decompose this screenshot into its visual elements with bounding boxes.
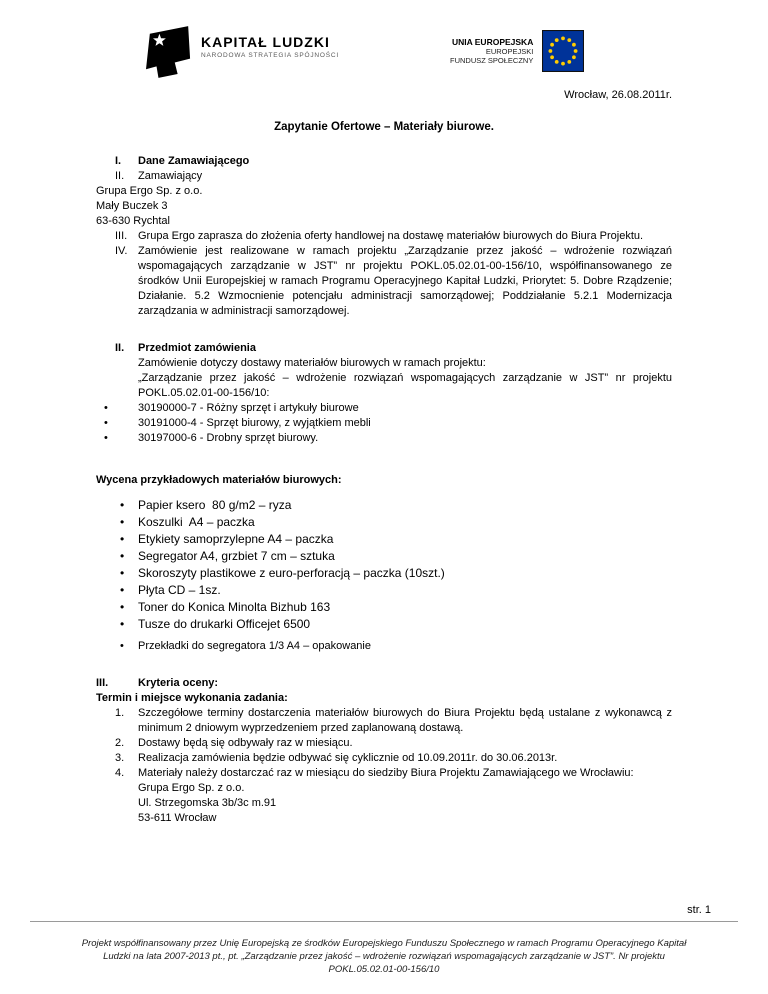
pricing-list	[96, 497, 672, 655]
pricing-item: • Przekładki do segregatora 1/3 A4 – opakowanie	[96, 638, 672, 655]
list-numeral: 3.	[115, 752, 125, 764]
buyer-city: 63-630 Rychtal	[96, 215, 170, 227]
kapital-ludzki-title: KAPITAŁ LUDZKI	[201, 34, 330, 50]
list-item	[115, 229, 672, 244]
list-item-text: Zamówienie jest realizowane w ramach projektu „Zarządzanie przez jakość – wdrożenie rozwiązań wspomagających zarządzanie w JST” nr projektu POKL.05.02.01-00-156/10, współfinansowanego ze środków Unii Europejskiej w ramach Programu Operacyjnego Kapitał Ludzki, Priorytet: 5. Dobre Rządzenie; Działanie. 5.2 Wzmocnienie potencjału administracji samorządowej; Poddziałanie 5.2.1 Modernizacja zarządzania w administracji samorządowej.	[138, 245, 672, 317]
list-item-text: Zamawiający	[138, 170, 203, 182]
section-i-heading-text: Dane Zamawiającego	[138, 155, 250, 167]
list-item	[115, 736, 672, 751]
section-ii-heading-text: Przedmiot zamówienia	[138, 342, 256, 354]
pricing-item: • Płyta CD – 1sz.	[96, 582, 672, 599]
pricing-item: • Segregator A4, grzbiet 7 cm – sztuka	[96, 548, 672, 565]
cpv-item: • 30197000-6 - Drobny sprzęt biurowy.	[96, 431, 672, 446]
list-item-text: Grupa Ergo zaprasza do złożenia oferty handlowej na dostawę materiałów biurowych do Biura Projektu.	[138, 230, 644, 242]
pricing-item: • Toner do Konica Minolta Bizhub 163	[96, 599, 672, 616]
delivery-address-street: Ul. Strzegomska 3b/3c m.91	[138, 797, 277, 809]
section-iii-heading	[96, 676, 672, 691]
list-item	[115, 706, 672, 736]
eu-logo-text	[450, 37, 533, 65]
list-numeral: III.	[96, 677, 109, 689]
cpv-item: • 30190000-7 - Różny sprzęt i artykuły biurowe	[96, 401, 672, 416]
section-i-heading	[115, 154, 672, 169]
eu-flag-icon	[542, 30, 584, 72]
pricing-heading: Wycena przykładowych materiałów biurowych:	[96, 474, 342, 486]
eu-logo	[450, 30, 584, 72]
document-date: Wrocław, 26.08.2011r.	[564, 89, 672, 101]
document-content	[0, 88, 768, 826]
list-item-text: Dostawy będą się odbywały raz w miesiącu.	[138, 737, 353, 749]
list-numeral: 1.	[115, 707, 125, 719]
pricing-item: • Etykiety samoprzylepne A4 – paczka	[96, 531, 672, 548]
section-iii-heading-text: Kryteria oceny:	[138, 677, 219, 689]
list-item	[115, 766, 672, 781]
footer-divider	[30, 921, 738, 922]
section-dane-zamawiajacego	[96, 154, 672, 319]
list-numeral: 4.	[115, 767, 125, 779]
cpv-item: • 30191000-4 - Sprzęt biurowy, z wyjątkiem mebli	[96, 416, 672, 431]
buyer-name: Grupa Ergo Sp. z o.o.	[96, 185, 203, 197]
list-item	[115, 169, 672, 184]
list-item	[115, 244, 672, 319]
list-item	[115, 751, 672, 766]
cpv-code-list	[96, 401, 672, 446]
section-przedmiot-zamowienia	[96, 341, 672, 446]
list-numeral: II.	[115, 170, 125, 182]
list-numeral: III.	[115, 230, 128, 242]
section-ii-paragraph: „Zarządzanie przez jakość – wdrożenie rozwiązań wspomagających zarządzanie w JST” nr projektu POKL.05.02.01-00-156/10:	[138, 372, 672, 399]
pricing-item: • Skoroszyty plastikowe z euro-perforacją – paczka (10szt.)	[96, 565, 672, 582]
footer-cofinancing-note: Projekt współfinansowany przez Unię Europejską ze środków Europejskiego Funduszu Społecznego w ramach Programu Operacyjnego Kapitał Ludzki na lata 2007-2013 pt., pt. „Zarządzanie przez jakość – wdrożenie rozwiązań wspomagających zarządzanie w JST”. Nr projektu POKL.05.02.01-00-156/10	[81, 938, 687, 975]
list-numeral: 2.	[115, 737, 125, 749]
section-ii-paragraph: Zamówienie dotyczy dostawy materiałów biurowych w ramach projektu:	[138, 357, 486, 369]
delivery-address-city: 53-611 Wrocław	[138, 812, 217, 824]
eu-logo-line1: UNIA EUROPEJSKA	[451, 37, 534, 47]
list-numeral: I.	[115, 155, 122, 167]
list-numeral: IV.	[115, 245, 128, 257]
section-kryteria-oceny	[96, 676, 672, 826]
delivery-address-name: Grupa Ergo Sp. z o.o.	[138, 782, 245, 794]
eu-logo-line2: EUROPEJSKI	[485, 47, 534, 56]
kapital-ludzki-text	[201, 35, 339, 59]
pricing-item: • Tusze do drukarki Officejet 6500	[96, 616, 672, 633]
section-ii-heading	[115, 341, 672, 356]
list-numeral: II.	[115, 342, 125, 354]
eu-logo-line3: FUNDUSZ SPOŁECZNY	[450, 56, 534, 65]
pricing-item: • Papier ksero 80 g/m2 – ryza	[96, 497, 672, 514]
section-iii-subheading: Termin i miejsce wykonania zadania:	[96, 692, 288, 704]
page-number: str. 1	[687, 904, 711, 916]
kapital-ludzki-flag-icon	[146, 24, 192, 78]
kapital-ludzki-subtitle: NARODOWA STRATEGIA SPÓJNOŚCI	[201, 52, 339, 59]
buyer-street: Mały Buczek 3	[96, 200, 168, 212]
list-item-text: Realizacja zamówienia będzie odbywać się cyklicznie od 10.09.2011r. do 30.06.2013r.	[138, 752, 558, 764]
kapital-ludzki-logo	[146, 24, 339, 78]
document-title: Zapytanie Ofertowe – Materiały biurowe.	[274, 121, 494, 133]
list-item-text: Materiały należy dostarczać raz w miesiącu do siedziby Biura Projektu Zamawiającego we Wrocławiu:	[138, 767, 634, 779]
pricing-item: • Koszulki A4 – paczka	[96, 514, 672, 531]
list-item-text: Szczegółowe terminy dostarczenia materiałów biurowych do Biura Projektu będą ustalane z wykonawcą z minimum 2 dniowym wyprzedzeniem przed zaplanowaną dostawą.	[138, 707, 672, 734]
